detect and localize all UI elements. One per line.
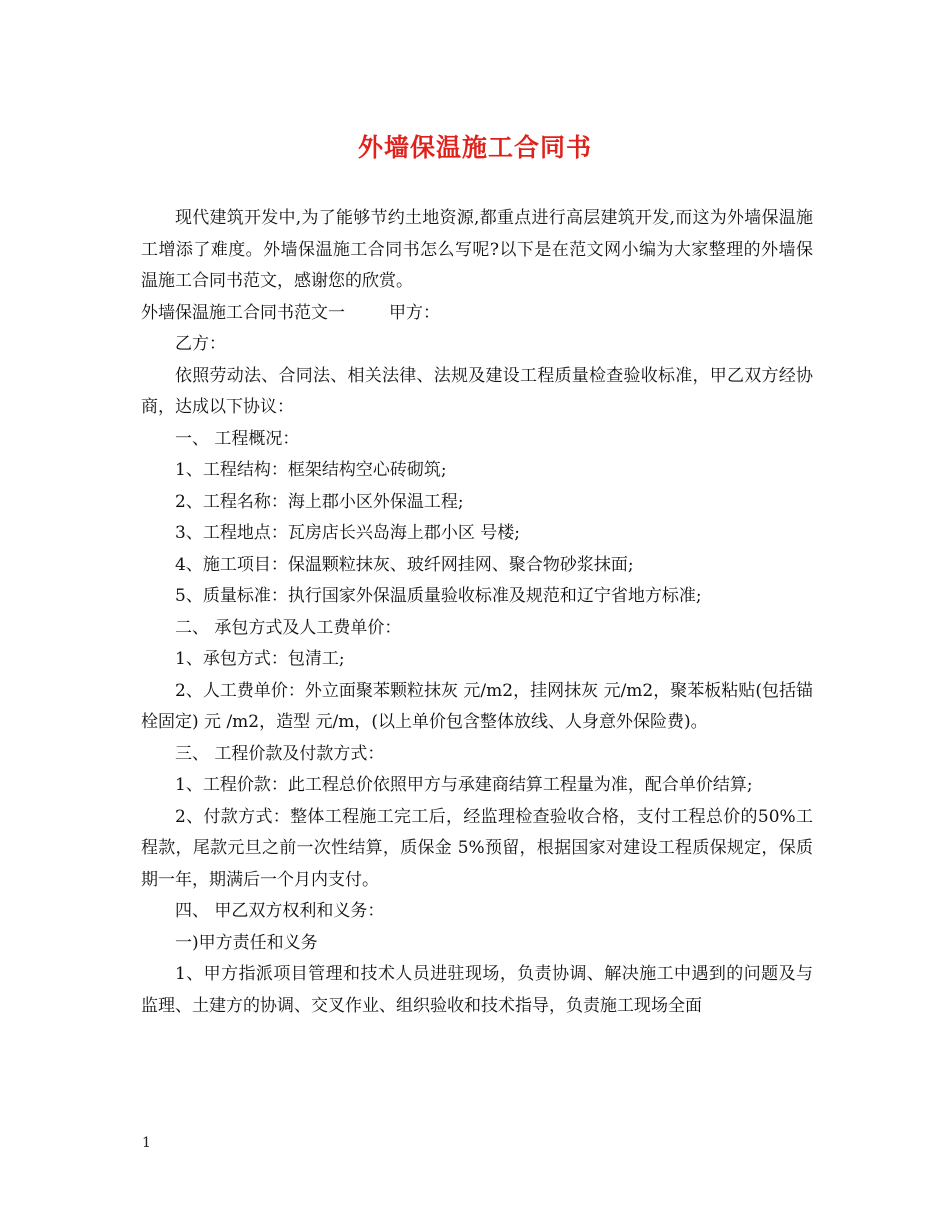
sample-heading-line — [141, 298, 813, 330]
section-4-title: 四、 甲乙双方权利和义务： — [175, 901, 385, 921]
section-3-item-1: 1、工程价款：此工程总价依照甲方与承建商结算工程量为准，配合单价结算; — [175, 775, 753, 795]
page-number: 1 — [142, 1135, 151, 1151]
section-2-item-2: 2、人工费单价：外立面聚苯颗粒抹灰 元/m2，挂网抹灰 元/m2，聚苯板粘贴(包括锚栓固定) 元 /m2，造型 元/m，(以上单价包含整体放线、人身意外保险费)。 — [141, 680, 813, 732]
intro-paragraph: 现代建筑开发中,为了能够节约土地资源,都重点进行高层建筑开发,而这为外墙保温施工增添了难度。外墙保温施工合同书怎么写呢?以下是在范文网小编为大家整理的外墙保温施工合同书范文，感谢您的欣赏。 — [141, 208, 813, 291]
document-body — [141, 203, 813, 1022]
party-a-label: 甲方： — [389, 302, 440, 323]
section-1-item-2: 2、工程名称：海上郡小区外保温工程; — [175, 491, 464, 512]
section-1-title: 一、 工程概况： — [175, 428, 300, 449]
section-2-item-1: 1、承包方式：包清工; — [175, 649, 345, 669]
document-title: 外墙保温施工合同书 — [357, 133, 592, 162]
section-1-item-3: 3、工程地点：瓦房店长兴岛海上郡小区 号楼; — [175, 523, 520, 543]
section-1-item-1: 1、工程结构：框架结构空心砖砌筑; — [175, 460, 447, 480]
section-3-item-2: 2、付款方式：整体工程施工完工后，经监理检查验收合格，支付工程总价的50%工程款，尾款元旦之前一次性结算，质保金 5%预留，根据国家对建设工程质保规定，保质期一年，期满后一个月内支付。 — [141, 806, 813, 890]
section-3-title: 三、 工程价款及付款方式： — [175, 743, 385, 764]
section-2-title: 二、 承包方式及人工费单价： — [175, 617, 402, 638]
section-4-item-1: 1、甲方指派项目管理和技术人员进驻现场，负责协调、解决施工中遇到的问题及与监理、土建方的协调、交叉作业、组织验收和技术指导，负责施工现场全面 — [141, 964, 813, 1016]
section-1-item-5: 5、质量标准：执行国家外保温质量验收标准及规范和辽宁省地方标准; — [175, 586, 702, 606]
party-b-label: 乙方： — [175, 334, 226, 354]
section-1-item-4: 4、施工项目：保温颗粒抹灰、玻纤网挂网、聚合物砂浆抹面; — [175, 554, 634, 575]
section-4-subtitle: 一)甲方责任和义务 — [175, 932, 318, 953]
sample-heading: 外墙保温施工合同书范文一 — [141, 302, 345, 323]
basis-paragraph: 依照劳动法、合同法、相关法律、法规及建设工程质量检查验收标准，甲乙双方经协商，达成以下协议： — [141, 365, 813, 417]
